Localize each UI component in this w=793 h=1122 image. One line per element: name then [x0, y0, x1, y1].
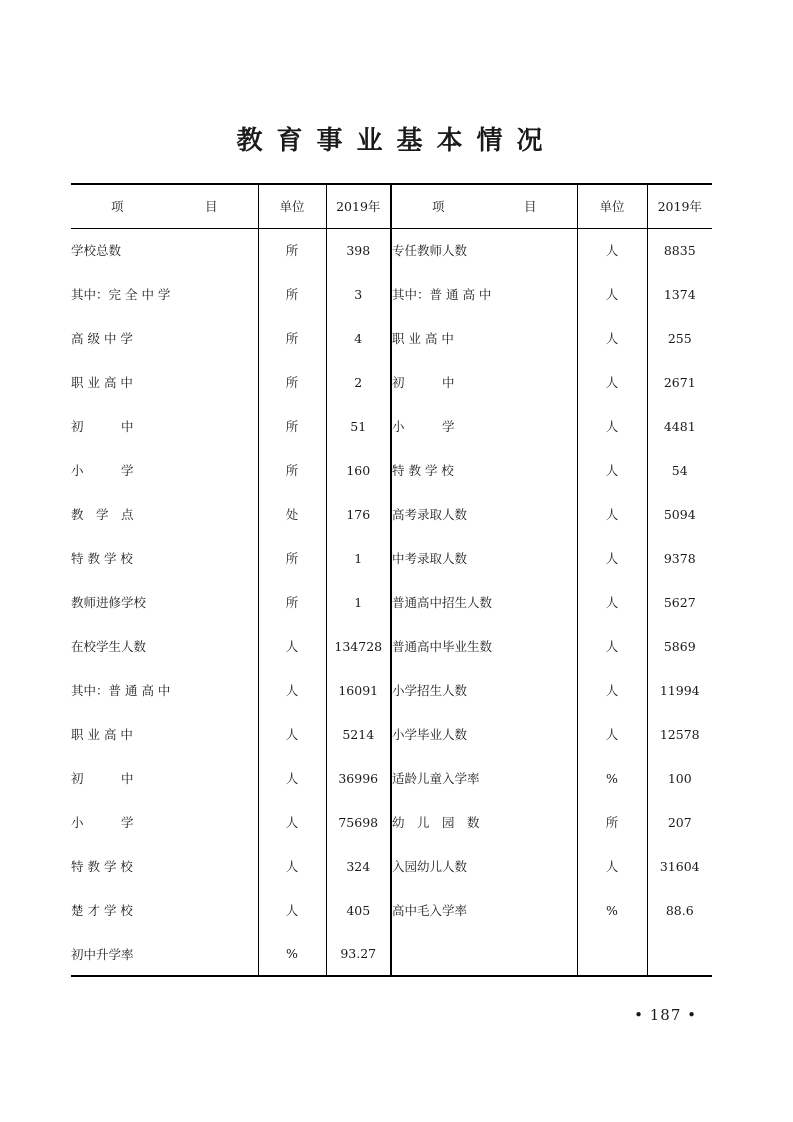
right-value: 5869: [647, 624, 712, 668]
table-row: [71, 712, 712, 756]
right-item: [391, 932, 577, 976]
left-value: 160: [326, 448, 391, 492]
table-row: [71, 272, 712, 316]
table-row: [71, 888, 712, 932]
right-item: 高中毛入学率: [391, 888, 577, 932]
right-item: 适龄儿童入学率: [391, 756, 577, 800]
right-unit: 人: [577, 228, 647, 272]
left-value: 5214: [326, 712, 391, 756]
left-unit: 人: [258, 756, 326, 800]
left-value: 93.27: [326, 932, 391, 976]
left-value: 16091: [326, 668, 391, 712]
table-row: [71, 448, 712, 492]
header-item-left-char2: 目: [204, 199, 218, 215]
left-value: 1: [326, 580, 391, 624]
table-row: [71, 668, 712, 712]
left-value: 75698: [326, 800, 391, 844]
right-item: 专任教师人数: [391, 228, 577, 272]
left-item: 高 级 中 学: [71, 331, 133, 346]
right-unit: [577, 932, 647, 976]
left-unit: 人: [258, 844, 326, 888]
education-statistics-table: [71, 183, 712, 977]
right-item: 高考录取人数: [391, 492, 577, 536]
left-unit: 处: [258, 492, 326, 536]
right-value: 12578: [647, 712, 712, 756]
right-value: 5627: [647, 580, 712, 624]
right-item: 普通高中招生人数: [391, 580, 577, 624]
right-unit: 人: [577, 272, 647, 316]
left-item: 初 中: [71, 419, 134, 434]
right-value: 100: [647, 756, 712, 800]
right-unit: 人: [577, 580, 647, 624]
right-unit: %: [577, 888, 647, 932]
table-row: [71, 492, 712, 536]
right-value: 4481: [647, 404, 712, 448]
right-value: 31604: [647, 844, 712, 888]
left-item: 初 中: [71, 771, 134, 786]
right-item: 中考录取人数: [391, 536, 577, 580]
left-unit: 所: [258, 448, 326, 492]
right-value: 207: [647, 800, 712, 844]
left-value: 51: [326, 404, 391, 448]
left-value: 36996: [326, 756, 391, 800]
right-unit: 人: [577, 844, 647, 888]
left-unit: 所: [258, 580, 326, 624]
left-item: 其中：完 全 中 学: [71, 287, 171, 302]
right-unit: 人: [577, 712, 647, 756]
right-item: 小学招生人数: [391, 668, 577, 712]
header-item-right: [391, 184, 577, 228]
right-item: 小学毕业人数: [391, 712, 577, 756]
right-unit: %: [577, 756, 647, 800]
right-item: 其中：普 通 高 中: [391, 272, 577, 316]
left-value: 134728: [326, 624, 391, 668]
right-value: 11994: [647, 668, 712, 712]
left-item: 学校总数: [71, 243, 122, 259]
left-item: 在校学生人数: [71, 639, 147, 654]
left-item: 职 业 高 中: [71, 375, 133, 390]
left-unit: 人: [258, 712, 326, 756]
left-unit: 所: [258, 360, 326, 404]
left-unit: 人: [258, 800, 326, 844]
right-unit: 所: [577, 800, 647, 844]
left-unit: 所: [258, 536, 326, 580]
right-value: 88.6: [647, 888, 712, 932]
right-value: [647, 932, 712, 976]
left-item: 初中升学率: [71, 932, 258, 976]
left-value: 1: [326, 536, 391, 580]
right-value: 5094: [647, 492, 712, 536]
left-item: 小 学: [71, 463, 134, 478]
header-item-left-char1: 项: [111, 199, 124, 215]
left-unit: 所: [258, 316, 326, 360]
left-value: 324: [326, 844, 391, 888]
left-unit: 人: [258, 888, 326, 932]
header-item-right-char2: 目: [523, 199, 537, 215]
right-unit: 人: [577, 404, 647, 448]
left-unit: 所: [258, 404, 326, 448]
header-unit-left: 单位: [258, 184, 326, 228]
header-item-right-char1: 项: [432, 199, 445, 215]
right-unit: 人: [577, 316, 647, 360]
right-unit: 人: [577, 448, 647, 492]
left-unit: 所: [258, 228, 326, 272]
left-unit: 人: [258, 624, 326, 668]
left-unit: %: [258, 932, 326, 976]
right-item: 小 学: [391, 404, 577, 448]
right-item: 幼 儿 园 数: [391, 800, 577, 844]
right-unit: 人: [577, 492, 647, 536]
header-item-left: [71, 184, 258, 228]
left-unit: 所: [258, 272, 326, 316]
left-unit: 人: [258, 668, 326, 712]
table-row: [71, 228, 712, 272]
right-item: 特 教 学 校: [391, 448, 577, 492]
left-item: 职 业 高 中: [71, 727, 133, 742]
right-unit: 人: [577, 624, 647, 668]
right-value: 54: [647, 448, 712, 492]
table-row: [71, 360, 712, 404]
left-item: 特 教 学 校: [71, 551, 133, 566]
header-unit-right: 单位: [577, 184, 647, 228]
left-value: 398: [326, 228, 391, 272]
right-value: 9378: [647, 536, 712, 580]
table-row: [71, 536, 712, 580]
table-header-row: [71, 184, 712, 228]
right-value: 255: [647, 316, 712, 360]
table-row: [71, 756, 712, 800]
right-item: 普通高中毕业生数: [391, 624, 577, 668]
table-row: [71, 316, 712, 360]
right-value: 8835: [647, 228, 712, 272]
left-item: 特 教 学 校: [71, 859, 133, 874]
table-row: [71, 844, 712, 888]
left-item: 教师进修学校: [71, 595, 147, 610]
left-value: 2: [326, 360, 391, 404]
table-row: [71, 932, 712, 976]
left-value: 4: [326, 316, 391, 360]
header-year-right: 2019年: [647, 184, 712, 228]
left-value: 3: [326, 272, 391, 316]
table-row: [71, 624, 712, 668]
right-value: 2671: [647, 360, 712, 404]
right-unit: 人: [577, 668, 647, 712]
table-row: [71, 580, 712, 624]
right-item: 职 业 高 中: [391, 316, 577, 360]
table-row: [71, 800, 712, 844]
left-item: 楚 才 学 校: [71, 903, 133, 918]
right-item: 初 中: [391, 360, 577, 404]
right-value: 1374: [647, 272, 712, 316]
right-item: 入园幼儿人数: [391, 844, 577, 888]
right-unit: 人: [577, 536, 647, 580]
page-title: 教育事业基本情况: [236, 126, 557, 156]
left-value: 176: [326, 492, 391, 536]
table-row: [71, 404, 712, 448]
left-item: 其中：普 通 高 中: [71, 683, 171, 698]
header-year-left: 2019年: [326, 184, 391, 228]
right-unit: 人: [577, 360, 647, 404]
left-item: 教 学 点: [71, 507, 134, 522]
left-value: 405: [326, 888, 391, 932]
left-item: 小 学: [71, 815, 134, 830]
page-number: • 187 •: [634, 1006, 697, 1024]
